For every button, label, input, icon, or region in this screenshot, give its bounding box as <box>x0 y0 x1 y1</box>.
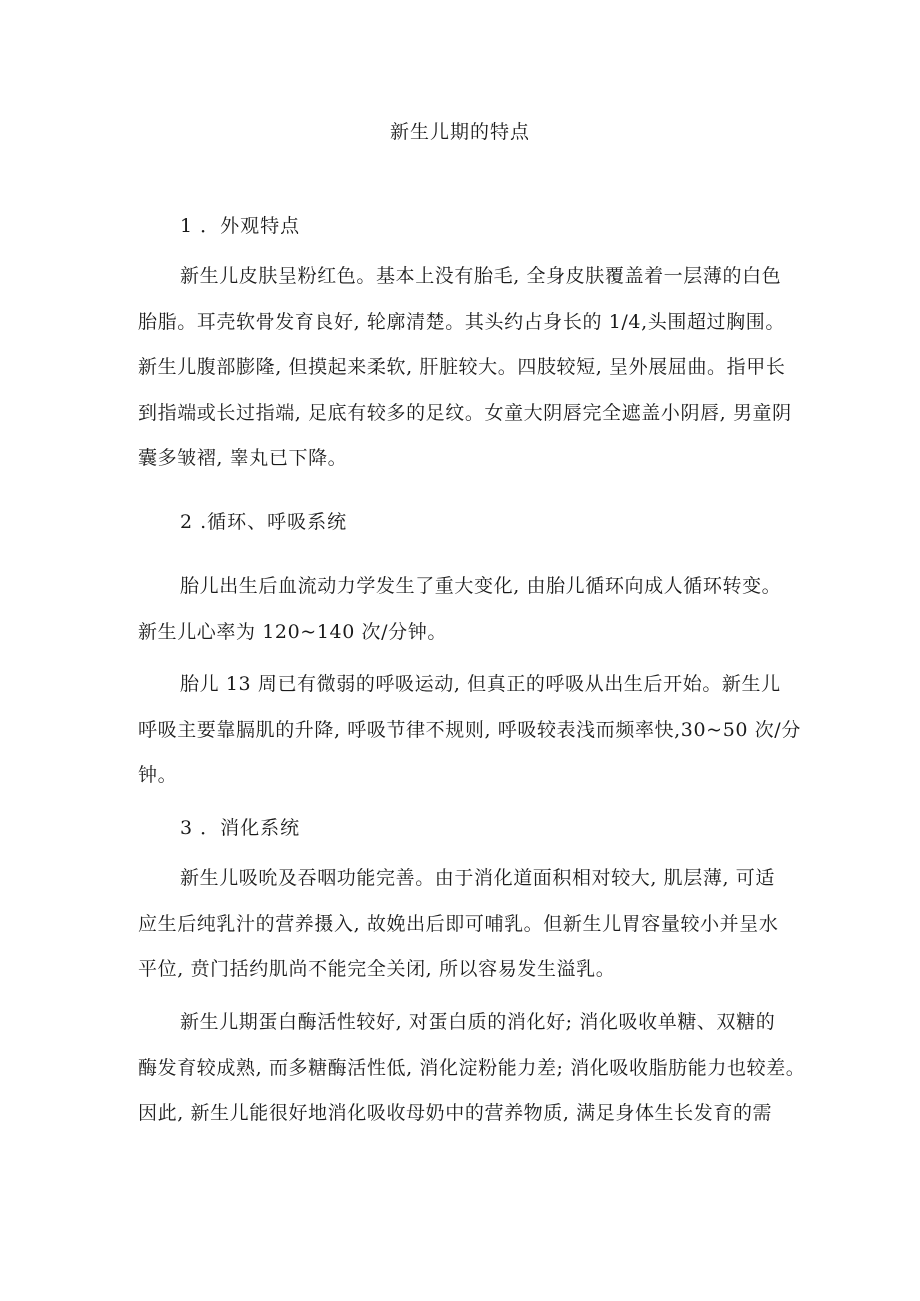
paragraph-appearance <box>138 254 810 482</box>
paragraph-line: 新生儿心率为 120~140 次/分钟。 <box>138 620 447 643</box>
section-heading-circulation-respiration: 2 .循环、呼吸系统 <box>180 511 348 533</box>
page-title: 新生儿期的特点 <box>389 121 530 143</box>
paragraph-line: 胎儿 13 周已有微弱的呼吸运动, 但真正的呼吸从出生后开始。新生儿 <box>180 673 781 695</box>
paragraph-line: 因此, 新生儿能很好地消化吸收母奶中的营养物质, 满足身体生长发育的需 <box>138 1102 773 1124</box>
paragraph-line: 新生儿期蛋白酶活性较好, 对蛋白质的消化好; 消化吸收单糖、双糖的 <box>180 1011 776 1033</box>
paragraph-line: 呼吸主要靠膈肌的升降, 呼吸节律不规则, 呼吸较表浅而频率快,30~50 次/分 <box>138 718 801 741</box>
paragraph-line: 胎脂。耳壳软骨发育良好, 轮廓清楚。其头约占身长的 1/4,头围超过胸围。 <box>138 310 785 333</box>
paragraph-line: 应生后纯乳汁的营养摄入, 故娩出后即可哺乳。但新生儿胃容量较小并呈水 <box>138 912 779 935</box>
section-heading-appearance: 1 ．外观特点 <box>180 215 301 237</box>
paragraph-line: 囊多皱褶, 睾丸已下降。 <box>138 447 348 469</box>
paragraph-circulation <box>138 564 810 655</box>
paragraph-line: 钟。 <box>138 764 178 786</box>
paragraph-digestion-2 <box>138 1000 810 1137</box>
paragraph-line: 胎儿出生后血流动力学发生了重大变化, 由胎儿循环向成人循环转变。 <box>180 575 782 597</box>
paragraph-line: 新生儿腹部膨隆, 但摸起来柔软, 肝脏较大。四肢较短, 呈外展屈曲。指甲长 <box>138 356 786 378</box>
paragraph-line: 新生儿皮肤呈粉红色。基本上没有胎毛, 全身皮肤覆盖着一层薄的白色 <box>180 265 782 287</box>
section-heading-digestion: 3 ．消化系统 <box>180 817 301 839</box>
paragraph-line: 酶发育较成熟, 而多糖酶活性低, 消化淀粉能力差; 消化吸收脂肪能力也较差。 <box>138 1056 806 1079</box>
paragraph-respiration <box>138 662 810 799</box>
paragraph-line: 新生儿吸吮及吞咽功能完善。由于消化道面积相对较大, 肌层薄, 可适 <box>180 867 775 889</box>
paragraph-line: 到指端或长过指端, 足底有较多的足纹。女童大阴唇完全遮盖小阴唇, 男童阴 <box>138 401 792 424</box>
paragraph-line: 平位, 贲门括约肌尚不能完全关闭, 所以容易发生溢乳。 <box>138 958 616 980</box>
paragraph-digestion-1 <box>138 856 810 993</box>
